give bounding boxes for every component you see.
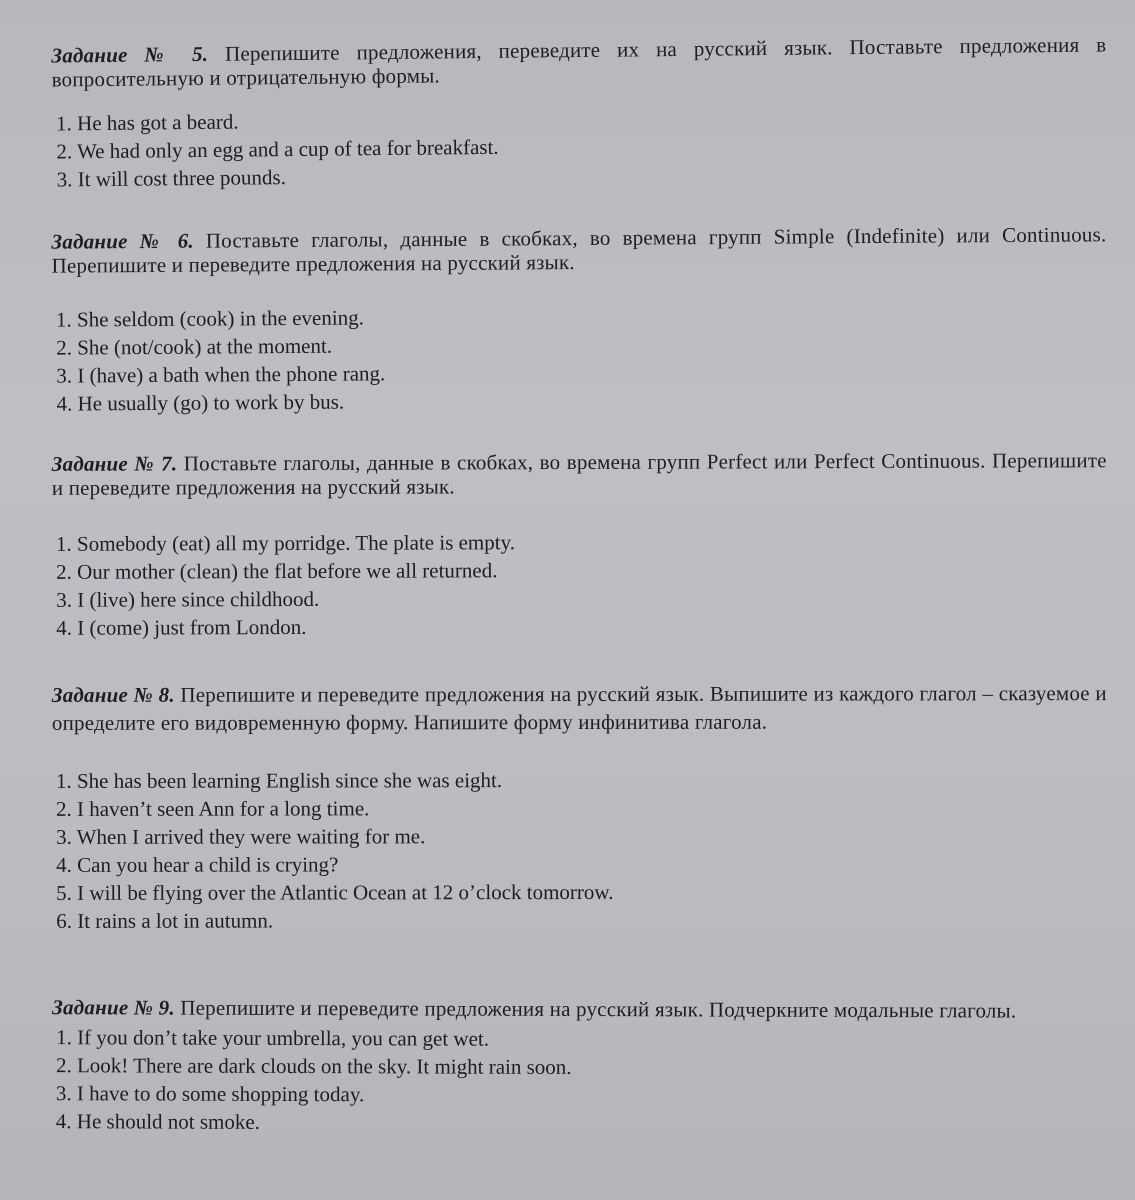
task-8-label: Задание № 8. — [51, 682, 175, 707]
task-7-items — [52, 526, 1107, 642]
list-item: 1. Somebody (eat) all my porridge. The plate is empty. — [55, 530, 516, 556]
task-6-label: Задание № 6. — [51, 228, 194, 254]
list-item: 2. Look! There are dark clouds on the sky. It might rain soon. — [55, 1053, 572, 1079]
task-8-instructions: Перепишите и переведите предложения на русский язык. Выпишите из каждого глагол – сказуемое и определите его видовременную форму. Напишите форму инфинитива глагола. — [51, 681, 1107, 735]
task-7-header — [52, 448, 1107, 500]
list-item: 4. He should not smoke. — [55, 1109, 261, 1134]
list-item: 5. I will be flying over the Atlantic Ocean at 12 o’clock tomorrow. — [56, 879, 614, 905]
task-9 — [52, 993, 1107, 1139]
task-8 — [52, 679, 1107, 935]
list-item: 2. Our mother (clean) the flat before we all returned. — [56, 558, 498, 584]
task-6 — [51, 222, 1107, 417]
task-7-label: Задание № 7. — [51, 451, 178, 476]
task-5-items — [52, 98, 1108, 193]
task-9-label: Задание № 9. — [52, 995, 175, 1020]
task-6-instructions: Поставьте глаголы, данные в скобках, во времена групп Simple (Indefinite) или Continuous. Перепишите и переведите предложения на русский язык. — [51, 222, 1107, 278]
list-item: 2. She (not/cook) at the moment. — [56, 333, 333, 360]
list-item: 1. She has been learning English since she was eight. — [55, 768, 503, 793]
list-item: 4. He usually (go) to work by bus. — [56, 389, 345, 416]
list-item: 1. If you don’t take your umbrella, you can get wet. — [56, 1025, 490, 1051]
list-item: 3. When I arrived they were waiting for me. — [56, 824, 426, 849]
task-5-label: Задание № 5. — [51, 41, 209, 68]
task-9-header — [52, 993, 1107, 1025]
task-5-instructions: Перепишите предложения, переведите их на русский язык. Поставьте предложения в вопросительную и отрицательную формы. — [51, 32, 1107, 92]
list-item: 3. I (have) a bath when the phone rang. — [56, 361, 386, 388]
task-5 — [51, 32, 1108, 193]
list-item: 2. I haven’t seen Ann for a long time. — [55, 796, 370, 821]
task-9-instructions: Перепишите и переведите предложения на русский язык. Подчеркните модальные глаголы. — [180, 995, 1017, 1023]
task-8-items — [52, 765, 1107, 935]
list-item: 3. It will cost three pounds. — [56, 165, 286, 192]
list-item: 4. Can you hear a child is crying? — [56, 852, 339, 877]
list-item: 4. I (come) just from London. — [56, 614, 307, 640]
task-8-header — [52, 679, 1107, 737]
list-item: 6. It rains a lot in autumn. — [56, 908, 274, 933]
list-item: 3. I have to do some shopping today. — [55, 1081, 365, 1107]
list-item: 3. I (live) here since childhood. — [56, 586, 320, 612]
list-item: 1. He has got a beard. — [55, 109, 239, 136]
task-7 — [52, 448, 1108, 642]
list-item: 1. She seldom (cook) in the evening. — [55, 305, 364, 332]
task-9-items — [52, 1023, 1107, 1139]
task-6-header — [51, 222, 1106, 277]
list-item: 2. We had only an egg and a cup of tea for breakfast. — [56, 134, 499, 164]
task-5-header — [51, 32, 1106, 91]
task-7-instructions: Поставьте глаголы, данные в скобках, во времена групп Perfect или Perfect Continuous. Перепишите и переведите предложения на русский язык. — [51, 448, 1107, 500]
task-6-items — [52, 298, 1108, 417]
